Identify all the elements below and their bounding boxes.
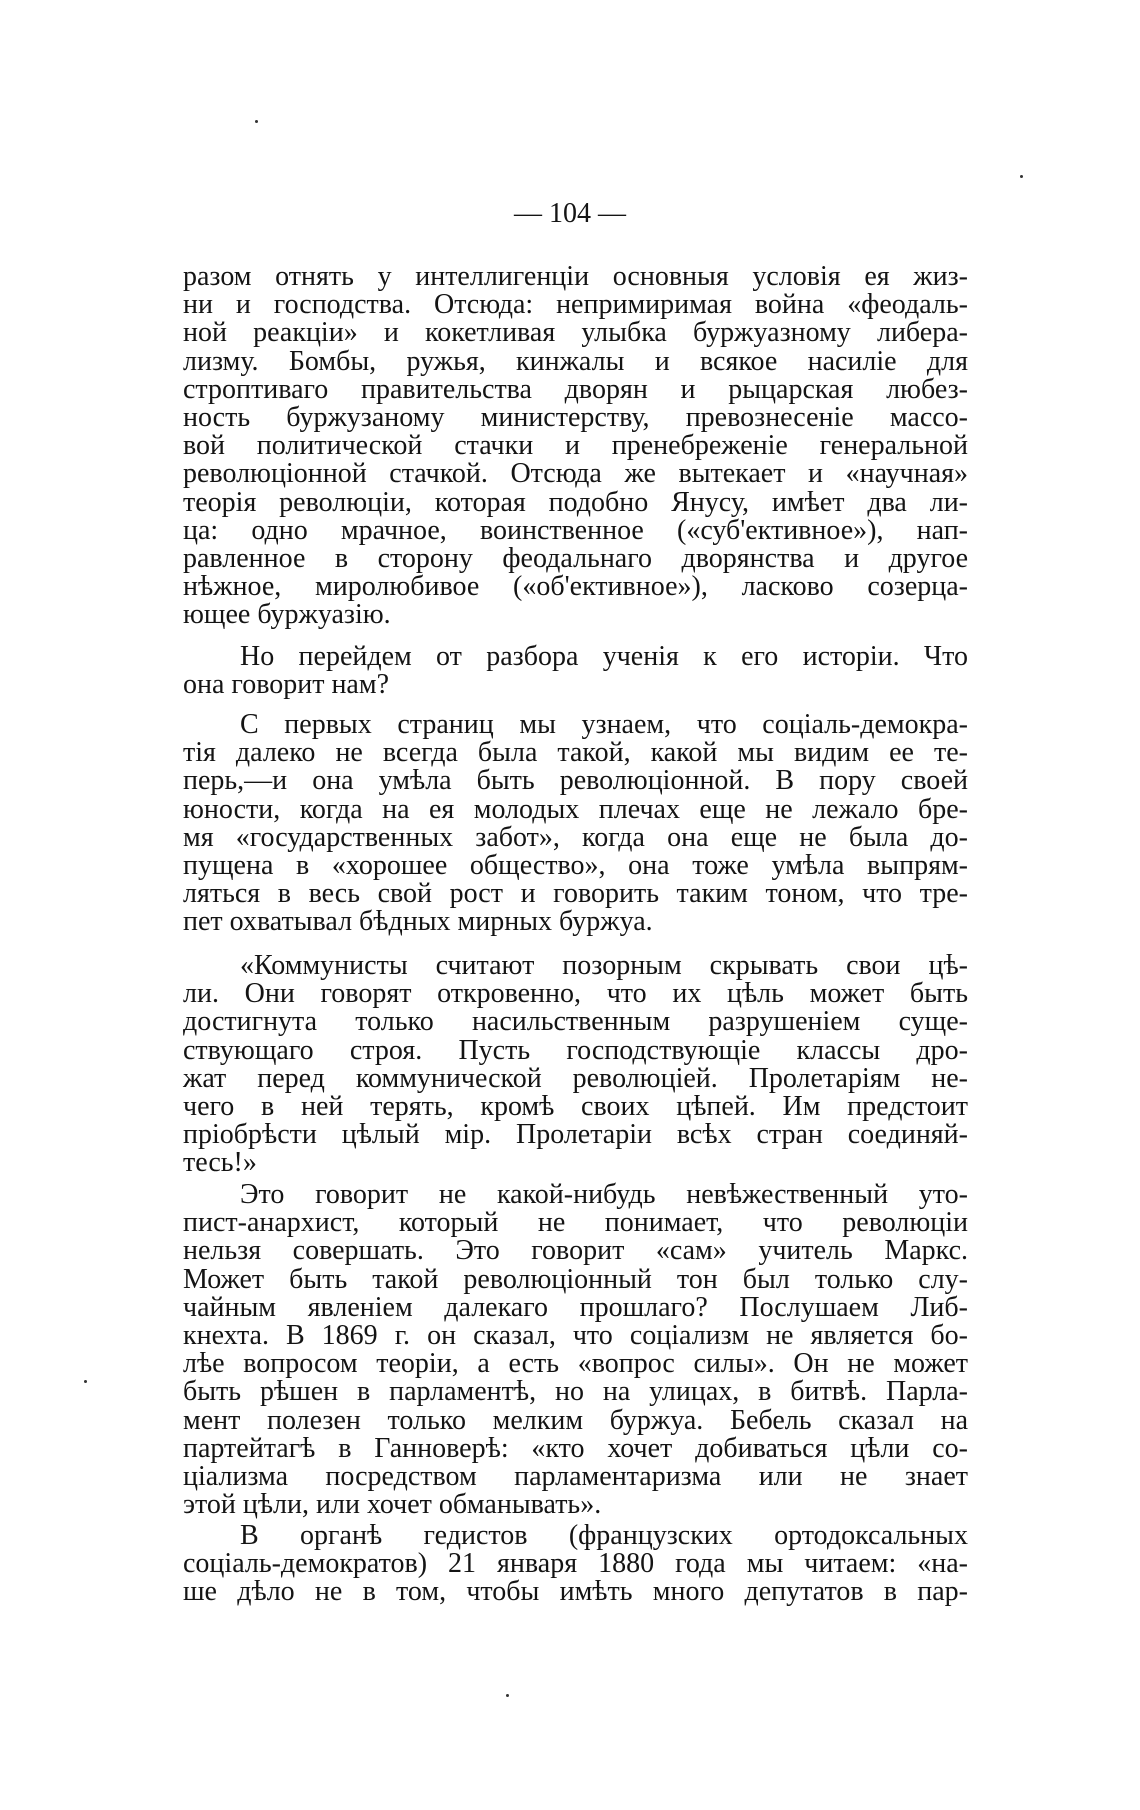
text-line: ли. Они говорят откровенно, что их цѣль может быть	[183, 978, 968, 1010]
text-line: ца: одно мрачное, воинственное («суб'ективное»), нап-	[183, 514, 968, 546]
scan-speck	[506, 1694, 509, 1697]
text-line: вой политической стачки и пренебреженіе генеральной	[183, 430, 968, 462]
paragraph	[183, 263, 968, 629]
text-line: ющее буржуазію.	[183, 599, 391, 631]
text-line: ляться в весь свой рост и говорить таким тоном, что тре-	[183, 878, 968, 910]
text-line: нѣжное, миролюбивое («об'ективное»), ласково созерца-	[183, 571, 968, 603]
text-line: ше дѣло не в том, чтобы имѣть много депутатов в пар-	[183, 1576, 968, 1608]
scan-speck	[255, 120, 258, 123]
text-line: быть рѣшен в парламентѣ, но на улицах, в битвѣ. Парла-	[183, 1376, 968, 1408]
text-line: перь,—и она умѣла быть революціонной. В пору своей	[183, 765, 968, 797]
text-line: тесь!»	[183, 1147, 257, 1179]
text-line: тія далеко не всегда была такой, какой мы видим ее те-	[183, 737, 968, 769]
text-line: пущена в «хорошее общество», она тоже умѣла выпрям-	[183, 849, 968, 881]
text-line: чайным явленіем далекаго прошлаго? Послушаем Либ-	[183, 1291, 968, 1323]
text-line: ни и господства. Отсюда: непримиримая война «феодаль-	[183, 289, 968, 321]
text-line: лѣе вопросом теоріи, а есть «вопрос силы». Он не может	[183, 1348, 968, 1380]
page-number: — 104 —	[514, 198, 626, 229]
text-line: пист-анархист, который не понимает, что революціи	[183, 1207, 968, 1239]
text-line: партейтагѣ в Ганноверѣ: «кто хочет добиваться цѣли со-	[183, 1432, 968, 1464]
text-line: ность буржузаному министерству, превознесеніе массо-	[183, 401, 968, 433]
paragraph	[183, 711, 968, 937]
text-line: Это говорит не какой-нибудь невѣжественный уто-	[240, 1179, 968, 1210]
text-line: «Коммунисты считают позорным скрывать свои цѣ-	[240, 950, 968, 981]
text-line: ной реакціи» и кокетливая улыбка буржуазному либера-	[183, 317, 968, 349]
scan-speck	[84, 1380, 87, 1383]
text-line: пет охватывал бѣдных мирных буржуа.	[183, 906, 653, 938]
text-line: разом отнять у интеллигенціи основныя условія ея жиз-	[183, 261, 968, 292]
text-line: революціонной стачкой. Отсюда же вытекает и «научная»	[183, 458, 968, 490]
text-line: этой цѣли, или хочет обманывать».	[183, 1489, 602, 1521]
text-line: Но перейдем от разбора ученія к его исторіи. Что	[240, 641, 968, 672]
text-line: С первых страниц мы узнаем, что соціаль-демокра-	[240, 709, 968, 740]
text-line: лизму. Бомбы, ружья, кинжалы и всякое насиліе для	[183, 345, 968, 377]
text-line: ціализма посредством парламентаризма или не знает	[183, 1460, 968, 1492]
paragraph	[183, 643, 968, 699]
paragraph	[183, 1522, 968, 1607]
paragraph	[183, 952, 968, 1178]
text-line: ствующаго строя. Пусть господствующіе классы дро-	[183, 1034, 968, 1066]
text-line: теорія революціи, которая подобно Янусу, имѣет два ли-	[183, 486, 968, 518]
text-line: жат перед коммунической революціей. Пролетаріям не-	[183, 1062, 968, 1094]
text-line: чего в ней терять, кромѣ своих цѣпей. Им предстоит	[183, 1090, 968, 1122]
text-line: равленное в сторону феодальнаго дворянства и другое	[183, 542, 968, 574]
text-line: соціаль-демократов) 21 января 1880 года мы читаем: «на-	[183, 1548, 968, 1580]
text-line: юности, когда на ея молодых плечах еще не лежало бре-	[183, 793, 968, 825]
text-line: мент полезен только мелким буржуа. Бебель сказал на	[183, 1404, 968, 1436]
paragraph	[183, 1181, 968, 1519]
text-line: нельзя совершать. Это говорит «сам» учитель Маркс.	[183, 1235, 968, 1267]
text-line: мя «государственных забот», когда она еще не была до-	[183, 821, 968, 853]
text-line: достигнута только насильственным разрушеніем суще-	[183, 1006, 968, 1038]
text-line: В органѣ гедистов (французских ортодоксальных	[240, 1520, 968, 1551]
scan-speck	[1020, 175, 1023, 178]
text-line: Может быть такой революціонный тон был только слу-	[183, 1263, 968, 1295]
text-line: строптиваго правительства дворян и рыцарская любез-	[183, 373, 968, 405]
text-line: пріобрѣсти цѣлый мір. Пролетаріи всѣх стран соединяй-	[183, 1119, 968, 1151]
text-line: кнехта. В 1869 г. он сказал, что соціализм не является бо-	[183, 1319, 968, 1351]
text-line: она говорит нам?	[183, 669, 390, 701]
